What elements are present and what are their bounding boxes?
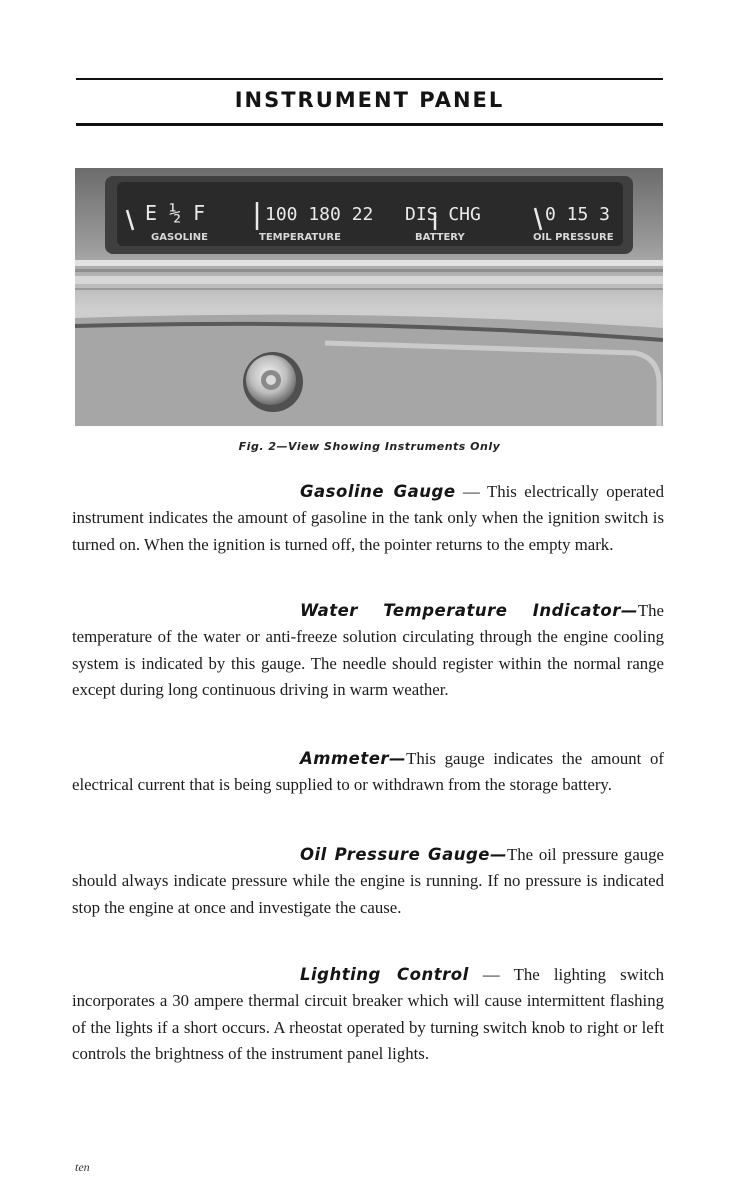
page-title: INSTRUMENT PANEL xyxy=(234,88,505,112)
oil-pressure-gauge xyxy=(533,204,614,243)
section-gasoline-gauge xyxy=(72,479,664,558)
battery-gauge-label: BATTERY xyxy=(415,232,465,243)
temperature-gauge-scale: 100 180 22 xyxy=(265,204,374,225)
section-ammeter xyxy=(72,746,664,799)
figure-caption: Fig. 2—View Showing Instruments Only xyxy=(238,440,501,453)
instrument-panel-photo xyxy=(75,168,663,426)
page-number: ten xyxy=(75,1160,90,1174)
section-body: The lighting switch incorporates a 30 ampere thermal circuit breaker which will cause intermittent flashing of the lights if a short occurs. A rheostat operated by turning switch knob to right or left controls the brightness of the instrument panel lights. xyxy=(72,965,664,1063)
section-heading: Lighting Control xyxy=(300,965,469,984)
gasoline-gauge-scale: E ½ F xyxy=(145,201,206,225)
header-rule-top xyxy=(76,78,663,80)
section-heading: Ammeter— xyxy=(300,749,407,768)
oil-pressure-gauge-scale: 0 15 3 xyxy=(545,204,611,225)
section-heading: Gasoline Gauge xyxy=(300,482,456,501)
gasoline-gauge-label: GASOLINE xyxy=(151,232,208,243)
section-heading: Water Temperature Indicator— xyxy=(300,601,638,620)
battery-gauge-scale: DIS CHG xyxy=(405,204,481,225)
section-water-temperature xyxy=(72,598,664,703)
section-oil-pressure xyxy=(72,842,664,921)
header-rule-bottom xyxy=(76,123,663,126)
section-lighting-control xyxy=(72,962,664,1067)
section-separator: — xyxy=(455,482,487,501)
section-body: This gauge indicates the amount of electrical current that is being supplied to or withdrawn from the storage battery. xyxy=(72,749,664,795)
section-heading: Oil Pressure Gauge— xyxy=(300,845,507,864)
section-body: This electrically operated instrument indicates the amount of gasoline in the tank only when the ignition switch is turned on. When the ignition is turned off, the pointer returns to the empty mark. xyxy=(72,482,664,554)
section-body: The temperature of the water or anti-freeze solution circulating through the engine cooling system is indicated by this gauge. The needle should register within the normal range except during long continuous driving in warm weather. xyxy=(72,601,664,699)
section-separator: — xyxy=(468,965,514,984)
section-body: The oil pressure gauge should always indicate pressure while the engine is running. If no pressure is indicated stop the engine at once and investigate the cause. xyxy=(72,845,664,917)
oil-pressure-gauge-label: OIL PRESSURE xyxy=(533,232,614,243)
temperature-gauge-label: TEMPERATURE xyxy=(259,232,341,243)
